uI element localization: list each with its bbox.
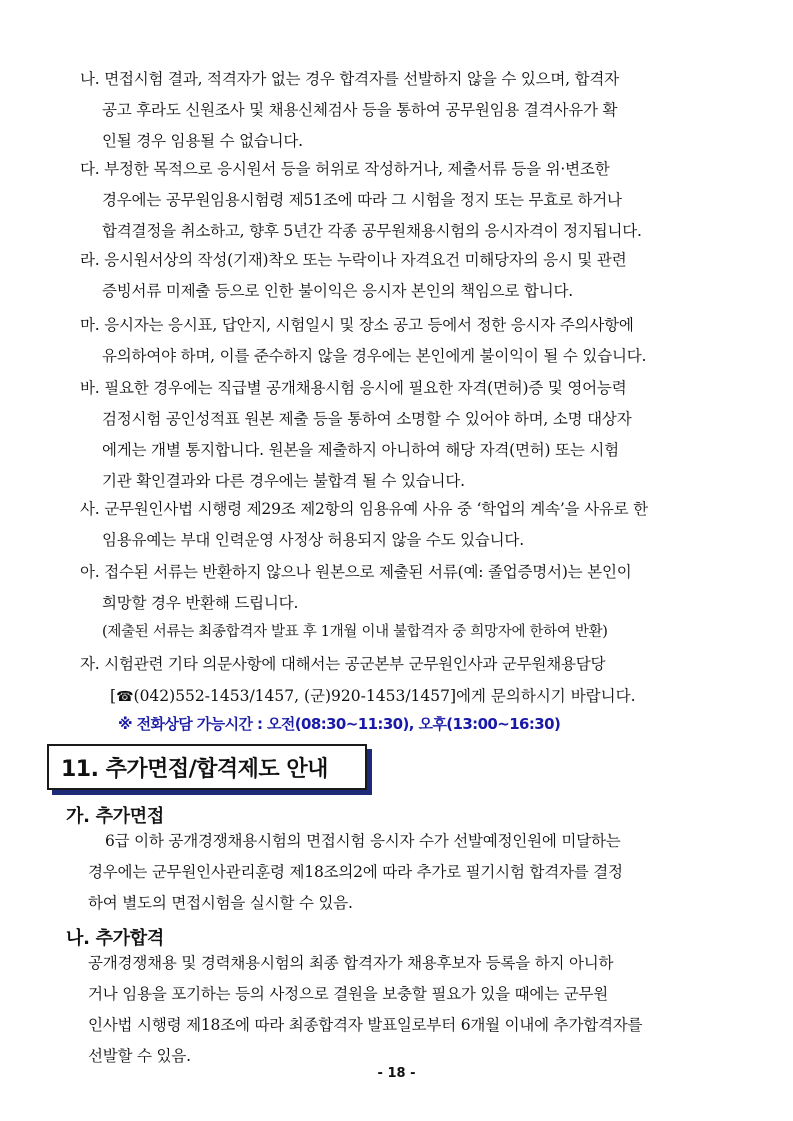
body-line: 선발할 수 있음. [88,1047,191,1065]
notice-line: 합격결정을 취소하고, 향후 5년간 각종 공무원채용시험의 응시자격이 정지됩니다. [102,222,642,240]
phone-hours-notice: ※ 전화상담 가능시간 : 오전(08:30~11:30), 오후(13:00~16:30) [118,715,561,733]
contact-info [110,684,636,706]
notice-item-a [80,557,748,619]
notice-line: 임용유예는 부대 인력운영 사정상 허용되지 않을 수도 있습니다. [102,531,524,549]
body-line: 하여 별도의 면접시험을 실시할 수 있음. [88,894,353,912]
subheading-additional-pass: 나. 추가합격 [66,928,164,949]
notice-line: 마. 응시자는 응시표, 답안지, 시험일시 및 장소 공고 등에서 정한 응시자 주의사항에 [80,316,634,334]
notice-line: 사. 군무원인사법 시행령 제29조 제2항의 임용유예 사유 중 ‘학업의 계속’을 사유로 한 [80,500,648,518]
body-line: 공개경쟁채용 및 경력채용시험의 최종 합격자가 채용후보자 등록을 하지 아니하 [88,954,614,972]
notice-line: 나. 면접시험 결과, 적격자가 없는 경우 합격자를 선발하지 않을 수 있으며, 합격자 [80,70,619,88]
bracket-open: [ [110,687,117,705]
body-line: 인사법 시행령 제18조에 따라 최종합격자 발표일로부터 6개월 이내에 추가합격자를 [88,1016,643,1034]
notice-line: 자. 시험관련 기타 의문사항에 대해서는 공군본부 군무원인사과 군무원채용담당 [80,655,606,673]
notice-line: 희망할 경우 반환해 드립니다. [102,594,299,612]
notice-line: 검정시험 공인성적표 원본 제출 등을 통하여 소명할 수 있어야 하며, 소명 대상자 [102,410,632,428]
notice-line: 공고 후라도 신원조사 및 채용신체검사 등을 통하여 공무원임용 결격사유가 확 [102,101,618,119]
notice-line: 기관 확인결과와 다른 경우에는 불합격 될 수 있습니다. [102,472,465,490]
section-title: 11. 추가면접/합격제도 안내 [61,756,328,782]
additional-interview-body [88,826,752,919]
notice-line: 아. 접수된 서류는 반환하지 않으나 원본으로 제출된 서류(예: 졸업증명서)는 본인이 [80,563,632,581]
notice-item-na [80,64,748,157]
return-note: (제출된 서류는 최종합격자 발표 후 1개월 이내 불합격자 중 희망자에 한하여 반환) [102,624,608,640]
notice-item-ja [80,649,748,680]
section-heading-box [47,744,367,790]
notice-line: 증빙서류 미제출 등으로 인한 불이익은 응시자 본인의 책임으로 합니다. [102,282,573,300]
notice-line: 에게는 개별 통지합니다. 원본을 제출하지 아니하여 해당 자격(면허) 또는 시험 [102,441,619,459]
notice-line: 라. 응시원서상의 작성(기재)착오 또는 누락이나 자격요건 미해당자의 응시 및 관련 [80,251,627,269]
phone-icon: ☎ [116,689,134,705]
additional-pass-body [88,948,752,1072]
notice-item-ma [80,310,748,372]
notice-line: 유의하여야 하며, 이를 준수하지 않을 경우에는 본인에게 불이익이 될 수 있습니다. [102,347,647,365]
body-line: 거나 임용을 포기하는 등의 사정으로 결원을 보충할 필요가 있을 때에는 군무원 [88,985,609,1003]
notice-line: 인될 경우 임용될 수 없습니다. [102,132,303,150]
notice-item-ra [80,245,748,307]
notice-line: 다. 부정한 목적으로 응시원서 등을 허위로 작성하거나, 제출서류 등을 위·변조한 [80,160,610,178]
notice-line: 바. 필요한 경우에는 직급별 공개채용시험 응시에 필요한 자격(면허)증 및 영어능력 [80,379,627,397]
contact-text: (042)552-1453/1457, (군)920-1453/1457]에게 문의하시기 바랍니다. [133,687,636,705]
body-line: 경우에는 군무원인사관리훈령 제18조의2에 따라 추가로 필기시험 합격자를 결정 [88,863,623,881]
page-number: - 18 - [377,1066,416,1081]
notice-item-sa [80,494,748,556]
subheading-additional-interview: 가. 추가면접 [66,806,164,827]
notice-item-da [80,154,748,247]
notice-line: 경우에는 공무원임용시험령 제51조에 따라 그 시험을 정지 또는 무효로 하거나 [102,191,622,209]
notice-item-ba [80,373,748,497]
body-line: 6급 이하 공개경쟁채용시험의 면접시험 응시자 수가 선발예정인원에 미달하는 [105,832,621,850]
